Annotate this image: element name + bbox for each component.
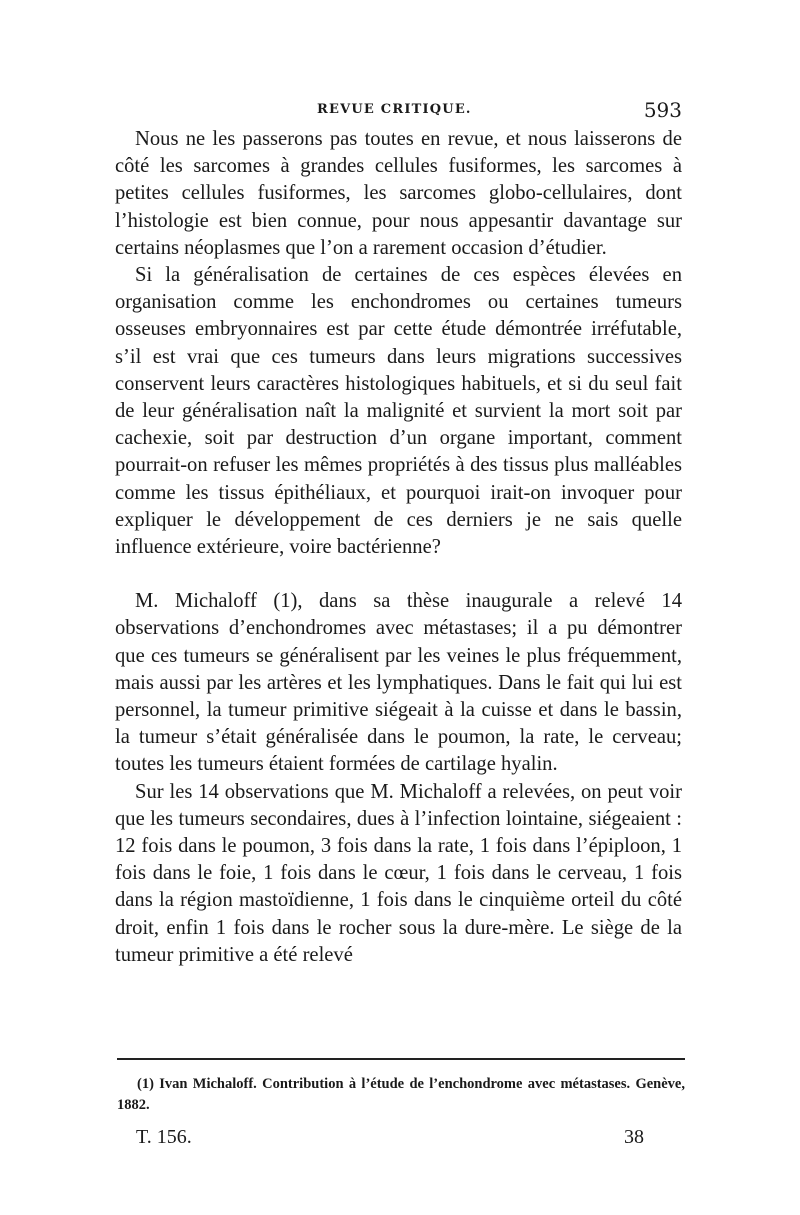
paragraph-4: Sur les 14 observations que M. Michaloff a relevées, on peut voir que les tumeurs secondaires, dues à l’infection lointaine, siégeaient : 12 fois dans le poumon, 3 fois dans la rate, 1 fois dans l’épiploon, 1 fois dans le foie, 1 fois dans le cœur, 1 fois dans le cerveau, 1 fois dans la région mastoïdienne, 1 fois dans le cinquième orteil du côté droit, enfin 1 fois dans le rocher sous la dure-mère. Le siège de la tumeur primitive a été relevé	[115, 780, 682, 966]
footnote	[117, 1074, 685, 1116]
page-header	[115, 100, 682, 122]
paragraph-1: Nous ne les passerons pas toutes en revue, et nous laisserons de côté les sarcomes à grandes cellules fusiformes, les sarcomes à petites cellules fusiformes, les sarcomes globo-cellulaires, dont l’histologie est bien connue, pour nous appesantir davantage sur certains néoplasmes que l’on a rarement occasion d’étudier.	[115, 128, 682, 259]
paragraph-3: M. Michaloff (1), dans sa thèse inaugurale a relevé 14 observations d’enchondromes avec métastases; il a pu démontrer que ces tumeurs se généralisent par les veines le plus fréquemment, mais aussi par les artères et les lymphatiques. Dans le fait qui lui est personnel, la tumeur primitive siégeait à la cuisse et dans le bassin, la tumeur s’était généralisée dans le poumon, la rate, le cerveau; toutes les tumeurs étaient formées de cartilage hyalin.	[115, 590, 682, 776]
footnote-divider	[117, 1058, 685, 1060]
footnote-text: (1) Ivan Michaloff. Contribution à l’étude de l’enchondrome avec métastases. Genève, 1882.	[117, 1076, 685, 1113]
body-text	[115, 126, 682, 969]
page-number: 593	[643, 98, 682, 122]
signature-mark: T. 156.	[136, 1126, 192, 1148]
running-title: REVUE CRITIQUE.	[317, 102, 472, 117]
paragraph-2: Si la généralisation de certaines de ces espèces élevées en organisation comme les enchondromes ou certaines tumeurs osseuses embryonnaires est par cette étude démontrée irréfutable, s’il est vrai que ces tumeurs dans leurs migrations successives conservent leurs caractères histologiques habituels, et si du seul fait de leur généralisation naît la malignité et survient la mort soit par cachexie, soit par destruction d’un organe important, comment pourrait-on refuser les mêmes propriétés à des tissus plus malléables comme les tissus épithéliaux, et pourquoi irait-on invoquer pour expliquer le développement de ces derniers je ne sais quelle influence extérieure, voire bactérienne?	[115, 264, 682, 559]
sheet-number: 38	[624, 1126, 644, 1148]
